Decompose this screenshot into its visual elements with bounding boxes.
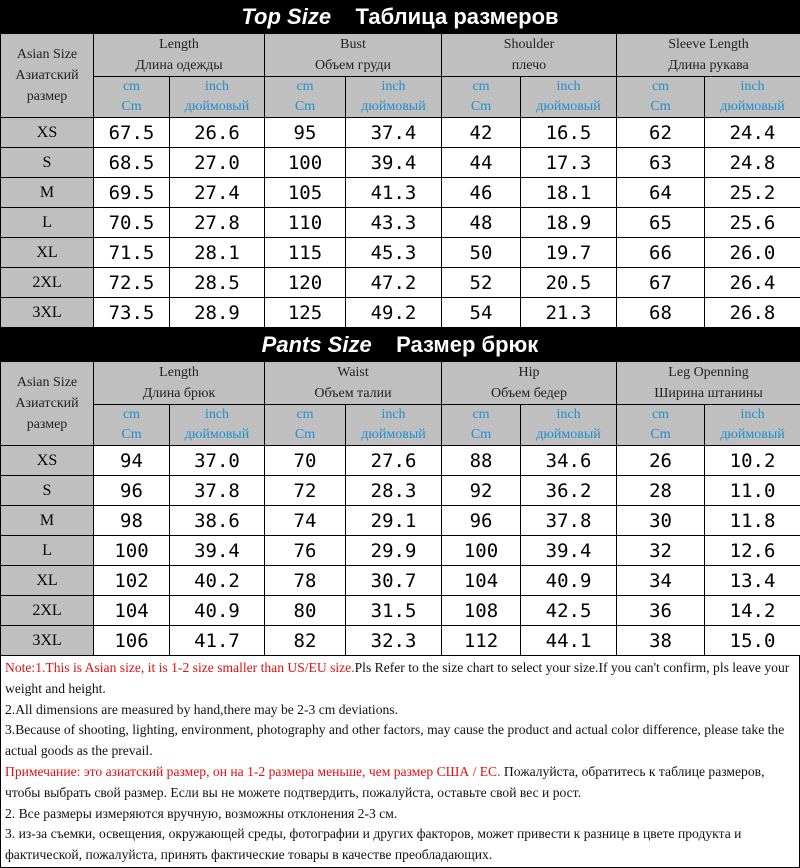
table-cell: 26 xyxy=(617,446,705,476)
cm-unit-header xyxy=(442,405,521,446)
asian-size-header xyxy=(1,362,94,446)
table-cell: 16.5 xyxy=(521,118,617,148)
column-header-ru: Длина рукава xyxy=(617,55,800,76)
asian-size-header-line: размер xyxy=(1,86,93,107)
cm-unit-label: cm xyxy=(442,405,520,425)
table-cell: 19.7 xyxy=(521,238,617,268)
table-row xyxy=(1,238,800,268)
cm-unit-label-alt: Cm xyxy=(94,425,169,445)
table-cell: 32 xyxy=(617,536,705,566)
cm-unit-label: cm xyxy=(265,77,345,97)
pants-size-title-ru: Размер брюк xyxy=(396,332,538,357)
table-cell: 12.6 xyxy=(705,536,800,566)
table-cell: 52 xyxy=(442,268,521,298)
table-cell: 17.3 xyxy=(521,148,617,178)
table-cell: 21.3 xyxy=(521,298,617,328)
table-row xyxy=(1,536,800,566)
size-label: XL xyxy=(1,238,94,268)
pants-size-banner xyxy=(0,328,800,361)
table-cell: 26.0 xyxy=(705,238,800,268)
table-cell: 76 xyxy=(265,536,346,566)
note-1-text: Pls Refer to the size chart to select your size.If you can't confirm, pls leave your weight and height. xyxy=(5,660,789,696)
column-header xyxy=(617,34,800,77)
inch-unit-label: inch xyxy=(170,77,264,97)
table-cell: 92 xyxy=(442,476,521,506)
table-cell: 30.7 xyxy=(346,566,442,596)
table-cell: 28.1 xyxy=(170,238,265,268)
table-cell: 26.8 xyxy=(705,298,800,328)
column-header-en: Waist xyxy=(265,362,441,383)
inch-unit-header xyxy=(170,405,265,446)
table-cell: 115 xyxy=(265,238,346,268)
table-cell: 82 xyxy=(265,626,346,656)
table-cell: 41.7 xyxy=(170,626,265,656)
table-cell: 27.4 xyxy=(170,178,265,208)
note-1 xyxy=(5,658,795,700)
table-cell: 40.9 xyxy=(170,596,265,626)
table-cell: 40.9 xyxy=(521,566,617,596)
cm-unit-label: cm xyxy=(617,405,704,425)
top-size-title-en: Top Size xyxy=(241,4,331,29)
table-cell: 45.3 xyxy=(346,238,442,268)
table-cell: 98 xyxy=(94,506,170,536)
column-header xyxy=(442,362,617,405)
table-cell: 24.4 xyxy=(705,118,800,148)
table-cell: 48 xyxy=(442,208,521,238)
table-cell: 25.2 xyxy=(705,178,800,208)
table-cell: 13.4 xyxy=(705,566,800,596)
table-cell: 106 xyxy=(94,626,170,656)
table-cell: 78 xyxy=(265,566,346,596)
asian-size-header-line: Азиатский xyxy=(1,65,93,86)
column-header xyxy=(265,362,442,405)
cm-unit-label: cm xyxy=(265,405,345,425)
inch-unit-header xyxy=(346,405,442,446)
table-cell: 38.6 xyxy=(170,506,265,536)
table-cell: 18.9 xyxy=(521,208,617,238)
table-cell: 71.5 xyxy=(94,238,170,268)
table-cell: 26.6 xyxy=(170,118,265,148)
size-label: 2XL xyxy=(1,596,94,626)
table-cell: 34.6 xyxy=(521,446,617,476)
table-cell: 28 xyxy=(617,476,705,506)
table-cell: 67.5 xyxy=(94,118,170,148)
cm-unit-label-alt: Cm xyxy=(94,97,169,117)
column-header xyxy=(442,34,617,77)
table-cell: 31.5 xyxy=(346,596,442,626)
inch-unit-label-alt: дюймовый xyxy=(346,97,441,117)
size-label: 3XL xyxy=(1,298,94,328)
table-cell: 54 xyxy=(442,298,521,328)
table-cell: 64 xyxy=(617,178,705,208)
cm-unit-header xyxy=(442,77,521,118)
column-header-ru: Объем талии xyxy=(265,383,441,404)
size-label: XS xyxy=(1,446,94,476)
cm-unit-header xyxy=(94,405,170,446)
table-cell: 24.8 xyxy=(705,148,800,178)
inch-unit-header xyxy=(521,405,617,446)
table-row xyxy=(1,596,800,626)
table-cell: 28.5 xyxy=(170,268,265,298)
table-cell: 100 xyxy=(265,148,346,178)
table-cell: 70.5 xyxy=(94,208,170,238)
table-cell: 25.6 xyxy=(705,208,800,238)
table-cell: 69.5 xyxy=(94,178,170,208)
table-cell: 39.4 xyxy=(170,536,265,566)
table-cell: 41.3 xyxy=(346,178,442,208)
table-cell: 96 xyxy=(94,476,170,506)
cm-unit-label: cm xyxy=(94,405,169,425)
table-cell: 11.0 xyxy=(705,476,800,506)
table-cell: 20.5 xyxy=(521,268,617,298)
inch-unit-label-alt: дюймовый xyxy=(521,97,616,117)
table-cell: 46 xyxy=(442,178,521,208)
inch-unit-label: inch xyxy=(705,405,800,425)
table-row xyxy=(1,446,800,476)
table-cell: 29.9 xyxy=(346,536,442,566)
size-label: M xyxy=(1,178,94,208)
column-header-en: Hip xyxy=(442,362,616,383)
table-cell: 32.3 xyxy=(346,626,442,656)
note-ru-3: 3. из-за съемки, освещения, окружающей среды, фотографии и других факторов, может привести к разнице в цвете продукта и фактической, пожалуйста, принять фактические товары в качестве преобладающих. xyxy=(5,824,795,866)
cm-unit-header xyxy=(265,77,346,118)
table-cell: 68 xyxy=(617,298,705,328)
note-ru-1-text: Пожалуйста, обратитесь к таблице размеров, чтобы выбрать свой размер. Если вы не можете подтвердить, пожалуйста, оставьте свой вес и рост. xyxy=(5,764,764,800)
table-row xyxy=(1,148,800,178)
inch-unit-label-alt: дюймовый xyxy=(705,97,800,117)
column-header-en: Leg Openning xyxy=(617,362,800,383)
asian-size-header-line: Азиатский xyxy=(1,393,93,414)
column-header xyxy=(617,362,800,405)
table-cell: 27.8 xyxy=(170,208,265,238)
top-size-table xyxy=(0,33,800,328)
size-label: S xyxy=(1,476,94,506)
cm-unit-label-alt: Cm xyxy=(617,97,704,117)
cm-unit-label: cm xyxy=(94,77,169,97)
cm-unit-header xyxy=(617,405,705,446)
table-cell: 108 xyxy=(442,596,521,626)
table-cell: 26.4 xyxy=(705,268,800,298)
table-cell: 105 xyxy=(265,178,346,208)
column-header-en: Bust xyxy=(265,34,441,55)
table-cell: 104 xyxy=(94,596,170,626)
table-cell: 95 xyxy=(265,118,346,148)
table-cell: 34 xyxy=(617,566,705,596)
cm-unit-label-alt: Cm xyxy=(265,425,345,445)
table-cell: 37.8 xyxy=(521,506,617,536)
table-cell: 28.9 xyxy=(170,298,265,328)
table-cell: 42 xyxy=(442,118,521,148)
asian-size-header-line: размер xyxy=(1,414,93,435)
inch-unit-label-alt: дюймовый xyxy=(705,425,800,445)
table-cell: 28.3 xyxy=(346,476,442,506)
asian-size-header-line: Asian Size xyxy=(1,372,93,393)
table-cell: 43.3 xyxy=(346,208,442,238)
pants-size-title-en: Pants Size xyxy=(262,332,372,357)
table-cell: 27.6 xyxy=(346,446,442,476)
size-label: L xyxy=(1,536,94,566)
top-size-banner xyxy=(0,0,800,33)
cm-unit-label-alt: Cm xyxy=(617,425,704,445)
inch-unit-label: inch xyxy=(521,77,616,97)
cm-unit-label: cm xyxy=(617,77,704,97)
table-cell: 66 xyxy=(617,238,705,268)
table-cell: 100 xyxy=(94,536,170,566)
table-row xyxy=(1,506,800,536)
column-header-ru: Объем груди xyxy=(265,55,441,76)
note-2: 2.All dimensions are measured by hand,there may be 2-3 cm deviations. xyxy=(5,700,795,721)
table-cell: 70 xyxy=(265,446,346,476)
table-cell: 29.1 xyxy=(346,506,442,536)
table-cell: 47.2 xyxy=(346,268,442,298)
column-header-ru: Ширина штанины xyxy=(617,383,800,404)
asian-size-header xyxy=(1,34,94,118)
table-row xyxy=(1,178,800,208)
inch-unit-label: inch xyxy=(170,405,264,425)
table-row xyxy=(1,298,800,328)
inch-unit-label: inch xyxy=(346,77,441,97)
table-cell: 120 xyxy=(265,268,346,298)
table-cell: 112 xyxy=(442,626,521,656)
inch-unit-header xyxy=(705,77,800,118)
table-cell: 96 xyxy=(442,506,521,536)
pants-size-table xyxy=(0,361,800,656)
table-cell: 104 xyxy=(442,566,521,596)
inch-unit-label-alt: дюймовый xyxy=(170,97,264,117)
size-label: 3XL xyxy=(1,626,94,656)
note-1-warning: Note:1.This is Asian size, it is 1-2 size smaller than US/EU size. xyxy=(5,660,355,675)
table-cell: 100 xyxy=(442,536,521,566)
inch-unit-label-alt: дюймовый xyxy=(170,425,264,445)
table-cell: 39.4 xyxy=(346,148,442,178)
table-cell: 50 xyxy=(442,238,521,268)
table-cell: 27.0 xyxy=(170,148,265,178)
note-ru-1-warning: Примечание: это азиатский размер, он на 1-2 размера меньше, чем размер США / ЕС. xyxy=(5,764,501,779)
column-header xyxy=(94,34,265,77)
table-cell: 62 xyxy=(617,118,705,148)
inch-unit-label-alt: дюймовый xyxy=(521,425,616,445)
table-cell: 49.2 xyxy=(346,298,442,328)
cm-unit-label-alt: Cm xyxy=(442,425,520,445)
cm-unit-header xyxy=(265,405,346,446)
table-cell: 30 xyxy=(617,506,705,536)
table-cell: 74 xyxy=(265,506,346,536)
table-cell: 36 xyxy=(617,596,705,626)
inch-unit-label-alt: дюймовый xyxy=(346,425,441,445)
size-label: L xyxy=(1,208,94,238)
asian-size-header-line: Asian Size xyxy=(1,44,93,65)
table-cell: 73.5 xyxy=(94,298,170,328)
table-cell: 36.2 xyxy=(521,476,617,506)
table-cell: 72 xyxy=(265,476,346,506)
inch-unit-label: inch xyxy=(705,77,800,97)
column-header-ru: Длина одежды xyxy=(94,55,264,76)
table-row xyxy=(1,626,800,656)
table-cell: 15.0 xyxy=(705,626,800,656)
table-cell: 10.2 xyxy=(705,446,800,476)
table-cell: 39.4 xyxy=(521,536,617,566)
table-cell: 42.5 xyxy=(521,596,617,626)
column-header xyxy=(94,362,265,405)
table-cell: 110 xyxy=(265,208,346,238)
table-cell: 40.2 xyxy=(170,566,265,596)
top-size-title-ru: Таблица размеров xyxy=(356,4,559,29)
table-cell: 14.2 xyxy=(705,596,800,626)
table-cell: 94 xyxy=(94,446,170,476)
inch-unit-label: inch xyxy=(521,405,616,425)
table-cell: 44 xyxy=(442,148,521,178)
cm-unit-label: cm xyxy=(442,77,520,97)
table-row xyxy=(1,566,800,596)
table-cell: 37.4 xyxy=(346,118,442,148)
cm-unit-header xyxy=(94,77,170,118)
size-label: S xyxy=(1,148,94,178)
column-header-en: Length xyxy=(94,34,264,55)
column-header-en: Sleeve Length xyxy=(617,34,800,55)
table-cell: 18.1 xyxy=(521,178,617,208)
column-header-ru: Длина брюк xyxy=(94,383,264,404)
table-row xyxy=(1,268,800,298)
table-row xyxy=(1,476,800,506)
note-ru-1 xyxy=(5,762,795,804)
table-cell: 72.5 xyxy=(94,268,170,298)
cm-unit-label-alt: Cm xyxy=(442,97,520,117)
table-cell: 125 xyxy=(265,298,346,328)
size-label: XS xyxy=(1,118,94,148)
inch-unit-header xyxy=(170,77,265,118)
column-header-en: Length xyxy=(94,362,264,383)
table-cell: 37.0 xyxy=(170,446,265,476)
table-cell: 68.5 xyxy=(94,148,170,178)
table-cell: 65 xyxy=(617,208,705,238)
table-row xyxy=(1,118,800,148)
column-header-en: Shoulder xyxy=(442,34,616,55)
column-header xyxy=(265,34,442,77)
table-cell: 11.8 xyxy=(705,506,800,536)
inch-unit-label: inch xyxy=(346,405,441,425)
column-header-ru: плечо xyxy=(442,55,616,76)
table-row xyxy=(1,208,800,238)
note-3: 3.Because of shooting, lighting, environment, photography and other factors, may cause the product and actual color difference, please take the actual goods as the prevail. xyxy=(5,720,795,762)
inch-unit-header xyxy=(705,405,800,446)
inch-unit-header xyxy=(521,77,617,118)
column-header-ru: Объем бедер xyxy=(442,383,616,404)
cm-unit-label-alt: Cm xyxy=(265,97,345,117)
table-cell: 63 xyxy=(617,148,705,178)
table-cell: 38 xyxy=(617,626,705,656)
table-cell: 102 xyxy=(94,566,170,596)
table-cell: 67 xyxy=(617,268,705,298)
table-cell: 80 xyxy=(265,596,346,626)
size-label: XL xyxy=(1,566,94,596)
size-label: M xyxy=(1,506,94,536)
note-ru-2: 2. Все размеры измеряются вручную, возможны отклонения 2-3 см. xyxy=(5,804,795,825)
inch-unit-header xyxy=(346,77,442,118)
cm-unit-header xyxy=(617,77,705,118)
table-cell: 37.8 xyxy=(170,476,265,506)
table-cell: 44.1 xyxy=(521,626,617,656)
table-cell: 88 xyxy=(442,446,521,476)
size-label: 2XL xyxy=(1,268,94,298)
notes-section xyxy=(0,656,800,868)
